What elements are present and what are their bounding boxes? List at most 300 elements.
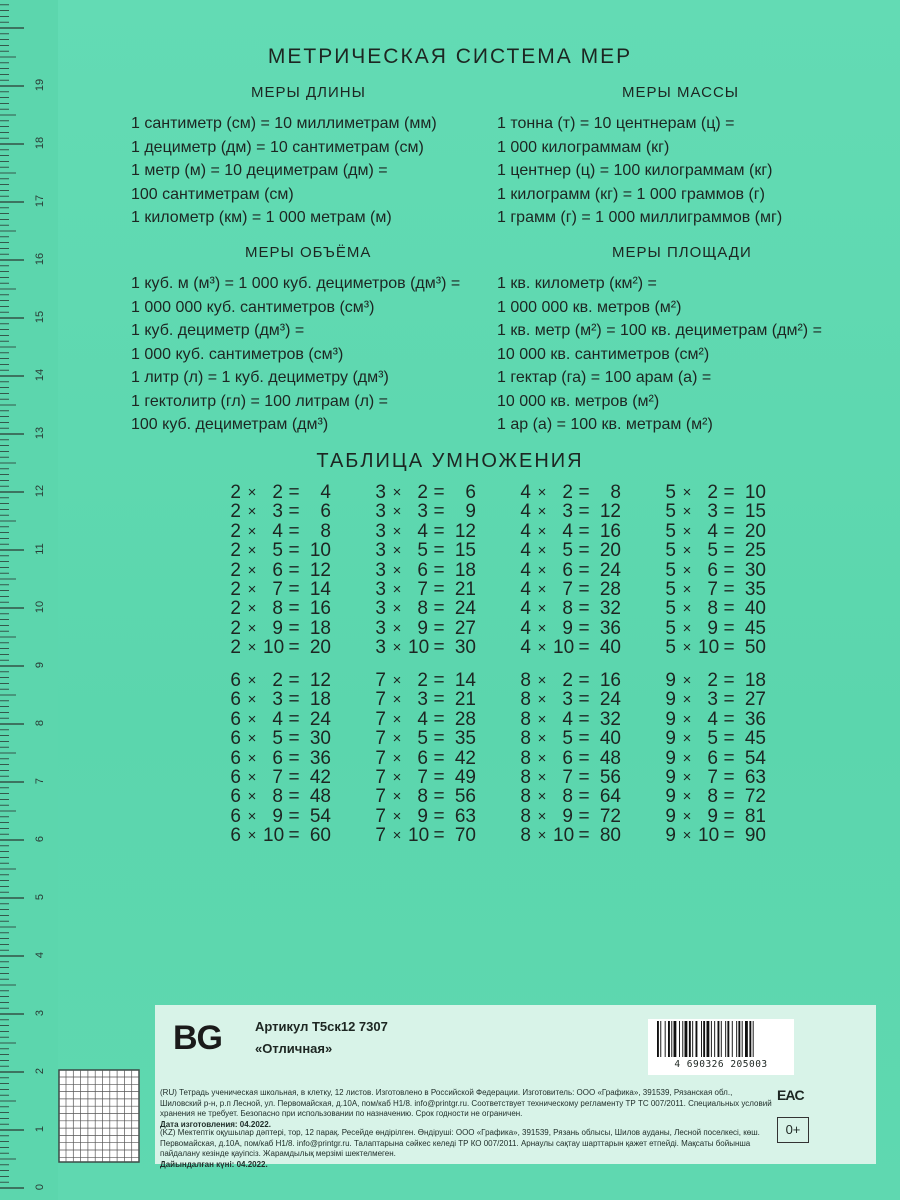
multiplication-cell: 25 <box>744 540 766 562</box>
multiplication-cell: 8 <box>520 786 531 808</box>
barcode-bar <box>707 1021 710 1057</box>
multiplication-cell: = <box>723 825 735 847</box>
multiplication-cell: 9 <box>665 670 676 691</box>
multiplication-cell: 4 <box>707 520 718 542</box>
ruler-label: 18 <box>34 136 46 150</box>
multiplication-cell: × <box>537 691 547 709</box>
multiplication-cell: 9 <box>417 805 428 827</box>
multiplication-row <box>225 671 331 690</box>
multiplication-cell: 45 <box>744 617 766 639</box>
multiplication-cell: 7 <box>707 767 718 789</box>
multiplication-row <box>515 729 621 748</box>
multiplication-cell: 6 <box>272 747 283 769</box>
multiplication-cell: × <box>247 710 257 728</box>
multiplication-cell: × <box>392 827 402 845</box>
multiplication-cell: 2 <box>707 670 718 691</box>
ruler-label: 0 <box>34 1183 46 1191</box>
multiplication-row <box>515 826 621 845</box>
multiplication-cell: 24 <box>454 598 476 620</box>
multiplication-row <box>225 541 331 560</box>
multiplication-row <box>225 502 331 521</box>
multiplication-row <box>515 541 621 560</box>
multiplication-cell: × <box>247 484 257 501</box>
multiplication-cell: 16 <box>309 598 331 620</box>
multiplication-cell: 30 <box>744 559 766 581</box>
multiplication-cell: 6 <box>230 747 241 769</box>
barcode-bar <box>685 1021 688 1057</box>
multiplication-cell: 16 <box>599 520 621 542</box>
multiplication-cell: = <box>723 520 735 542</box>
multiplication-cell: 5 <box>665 540 676 562</box>
multiplication-cell: 10 <box>309 540 331 562</box>
multiplication-cell: = <box>288 598 300 620</box>
multiplication-cell: = <box>433 747 445 769</box>
multiplication-cell: 2 <box>272 670 283 691</box>
multiplication-cell: = <box>433 689 445 711</box>
multiplication-cell: 9 <box>665 825 676 847</box>
multiplication-cell: = <box>288 540 300 562</box>
multiplication-cell: 8 <box>707 786 718 808</box>
multiplication-cell: 6 <box>230 708 241 730</box>
multiplication-cell: × <box>537 639 547 657</box>
multiplication-cell: 8 <box>320 520 331 542</box>
multiplication-cell: × <box>537 730 547 748</box>
multiplication-cell: 2 <box>562 670 573 691</box>
multiplication-row <box>225 619 331 638</box>
multiplication-cell: 5 <box>665 617 676 639</box>
multiplication-row <box>225 768 331 787</box>
multiplication-cell: × <box>392 639 402 657</box>
multiplication-cell: 4 <box>520 501 531 523</box>
multiplication-cell: × <box>247 769 257 787</box>
brand-logo: BG <box>173 1019 222 1057</box>
multiplication-cell: × <box>682 503 692 521</box>
multiplication-cell: = <box>578 825 590 847</box>
ruler-label: 2 <box>34 1067 46 1075</box>
multiplication-cell: = <box>433 520 445 542</box>
multiplication-cell: × <box>682 769 692 787</box>
multiplication-cell: × <box>247 619 257 637</box>
multiplication-cell: 24 <box>599 689 621 711</box>
area-line: 1 кв. километр (км²) = <box>497 275 657 292</box>
multiplication-cell: × <box>392 522 402 540</box>
barcode-number: 4 690326 205003 <box>674 1059 768 1070</box>
multiplication-cell: 2 <box>707 482 718 503</box>
multiplication-cell: × <box>537 807 547 825</box>
area-line: 1 кв. метр (м²) = 100 кв. дециметрам (дм²) = <box>497 322 822 339</box>
multiplication-cell: × <box>682 730 692 748</box>
multiplication-cell: 6 <box>272 559 283 581</box>
multiplication-row <box>370 729 476 748</box>
multiplication-cell: 6 <box>230 670 241 691</box>
multiplication-cell: = <box>723 689 735 711</box>
ru-date: Дата изготовления: 04.2022. <box>160 1119 271 1129</box>
multiplication-cell: 3 <box>375 501 386 523</box>
multiplication-cell: 7 <box>417 579 428 601</box>
multiplication-row <box>370 502 476 521</box>
multiplication-cell: 28 <box>454 708 476 730</box>
multiplication-cell: × <box>537 672 547 689</box>
multiplication-cell: × <box>682 600 692 618</box>
mass-line: 1 000 килограммам (кг) <box>497 138 670 156</box>
multiplication-cell: 3 <box>375 559 386 581</box>
multiplication-cell: 2 <box>230 598 241 620</box>
eac-mark: EAC <box>777 1087 804 1103</box>
multiplication-row <box>225 690 331 709</box>
article-number: Артикул Т5ск12 7307 <box>255 1019 388 1034</box>
multiplication-cell: = <box>433 708 445 730</box>
multiplication-cell: = <box>723 617 735 639</box>
volume-heading: МЕРЫ ОБЪЁМА <box>245 244 372 261</box>
multiplication-cell: 6 <box>707 747 718 769</box>
multiplication-title: ТАБЛИЦА УМНОЖЕНИЯ <box>316 450 584 472</box>
multiplication-cell: 2 <box>272 482 283 503</box>
multiplication-cell: 6 <box>230 805 241 827</box>
multiplication-cell: × <box>537 788 547 806</box>
multiplication-cell: × <box>682 619 692 637</box>
multiplication-cell: 3 <box>417 689 428 711</box>
multiplication-cell: = <box>723 501 735 523</box>
multiplication-row <box>370 690 476 709</box>
multiplication-cell: 3 <box>272 689 283 711</box>
multiplication-cell: 5 <box>707 540 718 562</box>
multiplication-row <box>660 541 766 560</box>
multiplication-row <box>515 768 621 787</box>
multiplication-cell: 3 <box>562 689 573 711</box>
multiplication-row <box>370 749 476 768</box>
grid-paper-icon <box>58 1069 140 1163</box>
multiplication-row <box>515 710 621 729</box>
multiplication-cell: 10 <box>553 825 575 847</box>
multiplication-cell: × <box>537 710 547 728</box>
multiplication-cell: × <box>392 730 402 748</box>
multiplication-cell: = <box>578 579 590 601</box>
multiplication-row <box>515 580 621 599</box>
multiplication-cell: = <box>578 559 590 581</box>
ruler-label: 13 <box>34 426 46 440</box>
ruler-label: 3 <box>34 1009 46 1017</box>
length-line: 100 сантиметрам (см) <box>131 185 294 203</box>
multiplication-cell: × <box>537 827 547 845</box>
multiplication-cell: 4 <box>520 482 531 503</box>
mass-line: 1 центнер (ц) = 100 килограммам (кг) <box>497 162 773 179</box>
length-line: 1 сантиметр (см) = 10 миллиметрам (мм) <box>131 115 437 132</box>
ruler-label: 8 <box>34 719 46 727</box>
multiplication-cell: 2 <box>230 482 241 503</box>
multiplication-row <box>370 671 476 690</box>
multiplication-cell: = <box>433 786 445 808</box>
multiplication-cell: × <box>682 710 692 728</box>
multiplication-cell: × <box>682 639 692 657</box>
multiplication-cell: × <box>537 503 547 521</box>
multiplication-cell: 80 <box>599 825 621 847</box>
multiplication-cell: = <box>288 482 300 503</box>
multiplication-cell: = <box>288 637 300 659</box>
barcode-bar <box>668 1021 670 1057</box>
multiplication-cell: 5 <box>665 579 676 601</box>
multiplication-cell: 2 <box>230 501 241 523</box>
multiplication-row <box>660 638 766 657</box>
multiplication-cell: = <box>288 520 300 542</box>
multiplication-cell: × <box>247 639 257 657</box>
multiplication-cell: 35 <box>454 728 476 750</box>
multiplication-cell: = <box>578 540 590 562</box>
multiplication-cell: 4 <box>520 559 531 581</box>
multiplication-row <box>225 710 331 729</box>
ruler-label: 16 <box>34 252 46 266</box>
multiplication-cell: × <box>537 619 547 637</box>
multiplication-row <box>370 807 476 826</box>
multiplication-row <box>225 787 331 806</box>
multiplication-cell: = <box>433 501 445 523</box>
multiplication-cell: = <box>723 482 735 503</box>
multiplication-cell: = <box>433 598 445 620</box>
barcode-bar <box>671 1021 672 1057</box>
multiplication-cell: 2 <box>562 482 573 503</box>
multiplication-cell: 4 <box>520 540 531 562</box>
multiplication-cell: 8 <box>520 670 531 691</box>
multiplication-cell: 36 <box>599 617 621 639</box>
barcode-bars <box>651 1021 791 1059</box>
multiplication-cell: 14 <box>309 579 331 601</box>
multiplication-cell: 20 <box>744 520 766 542</box>
multiplication-cell: 2 <box>230 520 241 542</box>
multiplication-cell: × <box>392 788 402 806</box>
multiplication-cell: 5 <box>665 637 676 659</box>
multiplication-cell: 9 <box>665 747 676 769</box>
multiplication-cell: 4 <box>417 520 428 542</box>
multiplication-cell: = <box>578 617 590 639</box>
multiplication-row <box>370 580 476 599</box>
multiplication-cell: 8 <box>562 598 573 620</box>
multiplication-cell: = <box>723 559 735 581</box>
multiplication-cell: = <box>578 670 590 691</box>
barcode-bar <box>721 1021 722 1057</box>
multiplication-cell: = <box>723 728 735 750</box>
multiplication-cell: 8 <box>610 482 621 503</box>
multiplication-column-6 <box>225 671 331 846</box>
multiplication-row <box>660 671 766 690</box>
multiplication-cell: 8 <box>520 708 531 730</box>
area-list <box>497 272 822 437</box>
multiplication-row <box>515 671 621 690</box>
multiplication-cell: 9 <box>707 617 718 639</box>
multiplication-cell: 10 <box>408 637 430 659</box>
multiplication-cell: = <box>723 579 735 601</box>
age-rating-badge: 0+ <box>777 1117 809 1143</box>
multiplication-row <box>225 729 331 748</box>
ruler-label: 15 <box>34 310 46 324</box>
barcode-bar <box>701 1021 702 1057</box>
multiplication-cell: = <box>578 520 590 542</box>
multiplication-cell: × <box>682 827 692 845</box>
multiplication-cell: 48 <box>599 747 621 769</box>
mass-heading: МЕРЫ МАССЫ <box>622 84 740 101</box>
multiplication-cell: = <box>433 670 445 691</box>
multiplication-cell: 30 <box>454 637 476 659</box>
multiplication-cell: 27 <box>744 689 766 711</box>
multiplication-cell: 3 <box>417 501 428 523</box>
multiplication-cell: = <box>723 708 735 730</box>
multiplication-cell: 15 <box>454 540 476 562</box>
multiplication-cell: 7 <box>562 579 573 601</box>
multiplication-cell: 6 <box>320 501 331 523</box>
multiplication-cell: × <box>392 484 402 501</box>
multiplication-row <box>660 619 766 638</box>
multiplication-cell: 4 <box>520 520 531 542</box>
barcode-bar <box>682 1021 683 1057</box>
multiplication-cell: × <box>682 788 692 806</box>
multiplication-cell: 6 <box>230 786 241 808</box>
multiplication-cell: 3 <box>375 617 386 639</box>
multiplication-row <box>225 599 331 618</box>
multiplication-row <box>370 826 476 845</box>
multiplication-cell: 56 <box>454 786 476 808</box>
multiplication-cell: = <box>723 540 735 562</box>
multiplication-cell: × <box>537 522 547 540</box>
multiplication-cell: 70 <box>454 825 476 847</box>
kz-description <box>160 1128 772 1170</box>
multiplication-cell: 7 <box>707 579 718 601</box>
multiplication-cell: 2 <box>230 637 241 659</box>
multiplication-cell: 16 <box>599 670 621 691</box>
barcode-bar <box>732 1021 733 1057</box>
multiplication-row <box>515 561 621 580</box>
multiplication-cell: 28 <box>599 579 621 601</box>
multiplication-row <box>370 599 476 618</box>
multiplication-cell: 7 <box>272 767 283 789</box>
kz-text: (KZ) Мектептік оқушылар дәптері, тор, 12 парақ. Ресейде өндірілген. Өндіруші: ООО «Графика», 391539, Рязань облысы, Шилов ауданы, Лесной поселкесі, көш. Первомайская, д.10А, пом/каб Н1/8. info@printgr.ru. Талаптарына сәйкес келеді ТР КО 007/2011. Арнаулы сақтау шарттарын қажет етпейді. Мақсаты бойынша пайдалану кезінде қауіпсіз. Жарамдылық мерзімі шектелмеген. <box>160 1128 760 1158</box>
ruler <box>0 0 58 1200</box>
multiplication-row <box>225 826 331 845</box>
multiplication-column-9 <box>660 671 766 846</box>
multiplication-cell: 24 <box>309 708 331 730</box>
multiplication-cell: × <box>682 749 692 767</box>
barcode-bar <box>736 1021 737 1057</box>
multiplication-row <box>515 638 621 657</box>
multiplication-cell: 4 <box>520 637 531 659</box>
multiplication-cell: 9 <box>562 805 573 827</box>
ruler-label: 1 <box>34 1125 46 1133</box>
multiplication-cell: × <box>392 619 402 637</box>
multiplication-cell: 18 <box>744 670 766 691</box>
length-list <box>131 112 437 230</box>
multiplication-cell: 40 <box>599 728 621 750</box>
multiplication-row <box>660 522 766 541</box>
multiplication-column-2 <box>225 483 331 658</box>
multiplication-row <box>660 580 766 599</box>
multiplication-cell: 5 <box>272 540 283 562</box>
multiplication-row <box>370 561 476 580</box>
multiplication-cell: = <box>288 617 300 639</box>
multiplication-row <box>370 541 476 560</box>
multiplication-column-3 <box>370 483 476 658</box>
multiplication-cell: 5 <box>665 482 676 503</box>
ruler-label: 19 <box>34 78 46 92</box>
multiplication-cell: 9 <box>665 689 676 711</box>
multiplication-cell: = <box>578 767 590 789</box>
multiplication-cell: × <box>682 484 692 501</box>
multiplication-cell: × <box>247 503 257 521</box>
multiplication-cell: = <box>578 805 590 827</box>
multiplication-cell: × <box>392 672 402 689</box>
multiplication-cell: 4 <box>320 482 331 503</box>
multiplication-cell: = <box>288 579 300 601</box>
volume-line: 1 куб. м (м³) = 1 000 куб. дециметров (дм³) = <box>131 275 461 292</box>
multiplication-cell: 6 <box>417 747 428 769</box>
multiplication-row <box>225 807 331 826</box>
area-line: 1 ар (а) = 100 кв. метрам (м²) <box>497 416 713 433</box>
multiplication-cell: × <box>537 769 547 787</box>
multiplication-row <box>370 522 476 541</box>
multiplication-cell: 18 <box>309 617 331 639</box>
multiplication-cell: 18 <box>309 689 331 711</box>
multiplication-cell: 10 <box>553 637 575 659</box>
multiplication-cell: 56 <box>599 767 621 789</box>
product-info-panel <box>155 1005 876 1169</box>
multiplication-cell: = <box>288 805 300 827</box>
multiplication-cell: = <box>578 637 590 659</box>
ruler-label: 11 <box>34 543 46 555</box>
multiplication-column-4 <box>515 483 621 658</box>
ruler-ticks <box>0 0 58 1200</box>
multiplication-row <box>515 522 621 541</box>
multiplication-cell: 9 <box>665 728 676 750</box>
multiplication-cell: × <box>247 749 257 767</box>
barcode <box>648 1019 794 1075</box>
kz-date: Дайындалған күні: 04.2022. <box>160 1159 268 1169</box>
multiplication-cell: 4 <box>520 617 531 639</box>
multiplication-cell: × <box>682 542 692 560</box>
multiplication-cell: 4 <box>272 708 283 730</box>
multiplication-cell: = <box>723 637 735 659</box>
multiplication-cell: 6 <box>707 559 718 581</box>
multiplication-row <box>225 638 331 657</box>
multiplication-row <box>225 580 331 599</box>
multiplication-cell: 24 <box>599 559 621 581</box>
multiplication-cell: × <box>247 730 257 748</box>
multiplication-row <box>660 768 766 787</box>
multiplication-cell: 21 <box>454 689 476 711</box>
multiplication-cell: × <box>682 672 692 689</box>
multiplication-cell: 7 <box>375 689 386 711</box>
multiplication-cell: 10 <box>698 825 720 847</box>
multiplication-cell: 7 <box>375 728 386 750</box>
multiplication-cell: 64 <box>599 786 621 808</box>
multiplication-cell: × <box>247 788 257 806</box>
length-line: 1 километр (км) = 1 000 метрам (м) <box>131 209 392 226</box>
multiplication-cell: 6 <box>562 747 573 769</box>
mass-list <box>497 112 782 230</box>
multiplication-cell: 8 <box>520 825 531 847</box>
multiplication-cell: = <box>433 637 445 659</box>
multiplication-cell: 54 <box>309 805 331 827</box>
multiplication-cell: 7 <box>375 708 386 730</box>
length-line: 1 метр (м) = 10 дециметрам (дм) = <box>131 162 388 179</box>
ruler-label: 14 <box>34 368 46 382</box>
multiplication-cell: 14 <box>454 670 476 691</box>
multiplication-cell: 3 <box>375 482 386 503</box>
multiplication-cell: 8 <box>272 598 283 620</box>
multiplication-row <box>660 807 766 826</box>
ruler-label: 9 <box>34 661 46 669</box>
multiplication-cell: 32 <box>599 708 621 730</box>
multiplication-cell: 6 <box>230 689 241 711</box>
multiplication-cell: 12 <box>309 670 331 691</box>
multiplication-cell: × <box>247 691 257 709</box>
multiplication-cell: 10 <box>263 637 285 659</box>
multiplication-cell: 5 <box>417 540 428 562</box>
